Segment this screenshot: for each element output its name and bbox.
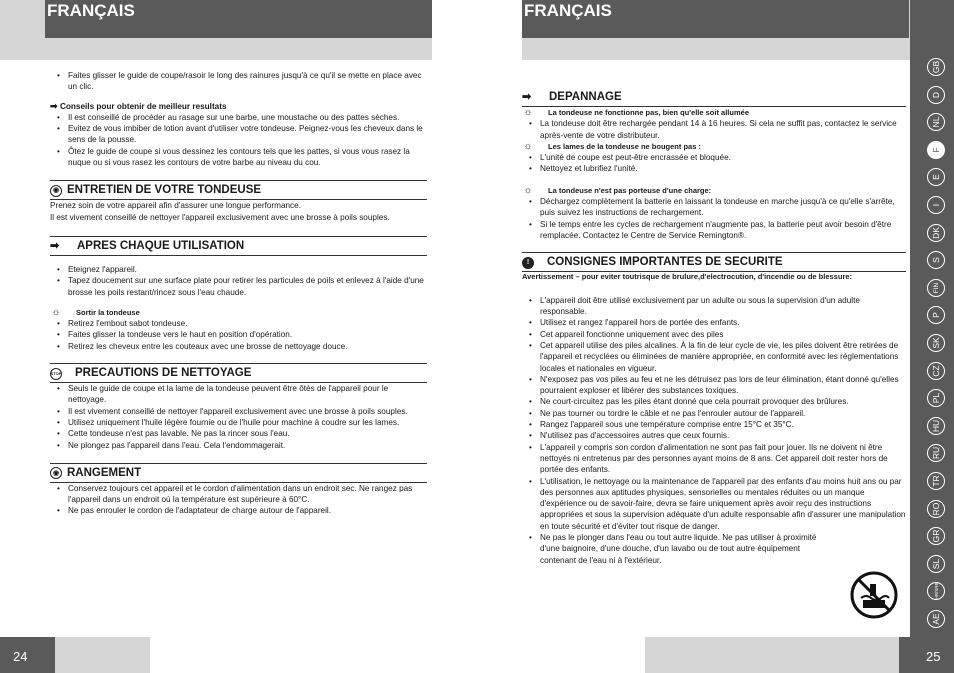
precautions-list xyxy=(50,383,427,451)
list-item: • Rangez l'appareil sous une température comprise entre 15°C et 35°C. xyxy=(522,419,906,430)
language-tab[interactable]: HU xyxy=(927,417,945,435)
eye-icon: ◉ xyxy=(50,467,62,479)
after-use-title: ➡ APRES CHAQUE UTILISATION xyxy=(50,236,427,256)
language-tab[interactable]: GB xyxy=(927,58,945,76)
right-page-number: 25 xyxy=(926,649,941,664)
precautions-title: STOP PRECAUTIONS DE NETTOYAGE xyxy=(50,363,427,383)
list-item: • L'utilisation, le nettoyage ou la maintenance de l'appareil par des enfants d'au moins huit ans ou par des personnes aux aptitudes physiques, sensorielles ou mentales réduites ou un manque d'expérience ou de savoir-faire, devra se faire uniquement après avoir reçu des instructions appropriées et sous la supervision adéquate d'un adulte responsable afin d'assurer une manipulation en toute sécurité et d'éviter tout risque de danger. xyxy=(522,476,906,532)
comb-heading: ☼ Sortir la tondeuse xyxy=(51,306,140,318)
language-tab[interactable]: CZ xyxy=(927,362,945,380)
left-header xyxy=(45,0,432,38)
issue-heading: ☼ La tondeuse n'est pas porteuse d'une charge: xyxy=(523,184,712,196)
gear-icon: ☼ xyxy=(51,306,61,318)
list-item: • Si le temps entre les cycles de rechargement n'augmente pas, la batterie peut avoir besoin d'être remplacée. Contactez le Centre de Service Remington®. xyxy=(522,219,906,242)
right-page xyxy=(522,88,906,566)
language-tab[interactable]: S xyxy=(927,251,945,269)
list-item: • Il est conseillé de procéder au rasage sur une barbe, une moustache ou des pattes sèches. xyxy=(50,112,427,123)
maintenance-text-2: Il est vivement conseillé de nettoyer l'appareil exclusivement avec une brosse à poils souples. xyxy=(50,212,390,222)
language-tab[interactable]: RU xyxy=(927,444,945,462)
comb-steps-list xyxy=(50,318,427,352)
arrow-icon: ➡ xyxy=(522,91,532,103)
list-item: • Ne court-circuitez pas les piles étant donné que cela pourrait provoquer des brûlures. xyxy=(522,396,906,407)
language-tab[interactable]: AE xyxy=(927,610,945,628)
language-tab[interactable]: PL xyxy=(927,389,945,407)
warning-icon: ! xyxy=(522,257,534,269)
language-tab[interactable]: E xyxy=(927,168,945,186)
list-item: • Utilisez et rangez l'appareil hors de portée des enfants. xyxy=(522,317,906,328)
list-item: • N'exposez pas vos piles au feu et ne les détruisez pas lors de leur élimination, étant donné qu'elles pourraient exploser et libérer des substances toxiques. xyxy=(522,374,906,397)
center-gutter xyxy=(432,0,522,60)
list-item: • L'appareil doit être utilisé exclusivement par un adulte ou sous la supervision d'un adulte responsable. xyxy=(522,295,906,318)
language-tab[interactable]: D xyxy=(927,86,945,104)
list-item: • Cet appareil utilise des piles alcalines. À la fin de leur cycle de vie, les piles doivent être retirées de l'appareil et recyclées ou éliminées de manière appropriée, en conformité avec les réglementations locales et nationales en vigueur. xyxy=(522,340,906,374)
language-tab[interactable]: SL xyxy=(927,555,945,573)
safety-list xyxy=(522,295,906,566)
right-header xyxy=(522,0,909,38)
language-tab[interactable]: SK xyxy=(927,334,945,352)
list-item: • Ne pas tourner ou tordre le câble et ne pas l'enrouler autour de l'appareil. xyxy=(522,408,906,419)
list-item: • N'utilisez pas d'accessoires autres que ceux fournis. xyxy=(522,430,906,441)
language-tab[interactable]: TR xyxy=(927,472,945,490)
list-item: • L'appareil y compris son cordon d'alimentation ne sont pas fait pour jouer. Ils ne doivent ni être nettoyés ni entretenus par des personnes ayant moins de 8 ans. Cet appareil doit rester hors de portée des enfants. xyxy=(522,442,906,476)
language-tab[interactable]: GR xyxy=(927,527,945,545)
after-use-list xyxy=(50,264,427,298)
list-item: • Faites glisser le guide de coupe/rasoir le long des rainures jusqu'à ce qu'il se mette en place avec un clic. xyxy=(50,70,427,93)
left-page-number: 24 xyxy=(13,649,28,664)
language-tab[interactable]: HR/SRB xyxy=(927,582,945,600)
language-tab[interactable]: RO xyxy=(927,500,945,518)
arrow-icon: ➡ xyxy=(50,100,58,111)
left-header-title: FRANÇAIS xyxy=(47,1,135,20)
list-item: • Cette tondeuse n'est pas lavable. Ne pas la rincer sous l'eau. xyxy=(50,428,427,439)
tips-heading: ➡ Conseils pour obtenir de meilleur resultats xyxy=(50,100,227,111)
list-item: • Utilisez uniquement l'huile légère fournie ou de l'huile pour machine à coudre sur les lames. xyxy=(50,417,427,428)
tips-list xyxy=(50,112,427,168)
intro-list xyxy=(50,70,427,93)
maintenance-title: ◉ ENTRETIEN DE VOTRE TONDEUSE xyxy=(50,180,427,200)
list-item: • Nettoyez et lubrifiez l'unité. xyxy=(522,163,906,174)
language-tab[interactable]: DK xyxy=(927,224,945,242)
list-item: • L'unité de coupe est peut-être encrassée et bloquée. xyxy=(522,152,906,163)
stop-icon: STOP xyxy=(50,368,62,380)
language-tab-active[interactable]: F xyxy=(927,141,945,159)
issue-heading: ☼ Les lames de la tondeuse ne bougent pas : xyxy=(523,140,701,152)
right-page-number-box xyxy=(899,637,954,673)
maintenance-text-1: Prenez soin de votre appareil afin d'assurer une longue performance. xyxy=(50,201,301,211)
issue-heading: ☼ La tondeuse ne fonctionne pas, bien qu'elle soit allumée xyxy=(523,107,749,118)
language-tab[interactable]: I xyxy=(927,196,945,214)
gear-icon: ☼ xyxy=(523,140,533,152)
list-item: • Déchargez complètement la batterie en laissant la tondeuse en marche jusqu'à ce qu'elle s'arrête, puis suivez les instructions de rechargement. xyxy=(522,196,906,219)
list-item: • Cet appareil fonctionne uniquement avec des piles xyxy=(522,329,906,340)
no-water-icon xyxy=(849,570,899,620)
issue-fixes-list xyxy=(522,118,906,141)
list-item: • Eteignez l'appareil. xyxy=(50,264,427,275)
storage-title: ◉ RANGEMENT xyxy=(50,463,427,483)
list-item: • Ne pas le plonger dans l'eau ou tout autre liquide. Ne pas utiliser à proximité d'une baignoire, d'une douche, d'un lavabo ou de tout autre équipement contenant de l'eau ni à l'extérieur. xyxy=(522,532,906,566)
issue-fixes-list xyxy=(522,196,906,241)
list-item: • Tapez doucement sur une surface plate pour retirer les particules de poils et enlevez à l'aide d'une brosse les poils restant/rincez sous l'eau chaude. xyxy=(50,275,427,298)
list-item: • Retirez les cheveux entre les couteaux avec une brosse de nettoyage douce. xyxy=(50,341,427,352)
list-item: • Evitez de vous imbiber de lotion avant d'utiliser votre tondeuse. Peignez-vous les cheveux dans le sens de la pousse. xyxy=(50,123,427,146)
arrow-icon: ➡ xyxy=(50,239,60,252)
language-tab[interactable]: P xyxy=(927,306,945,324)
language-tab[interactable]: FIN xyxy=(927,279,945,297)
troubleshooting-title: ➡ DEPANNAGE xyxy=(522,88,906,107)
list-item: • La tondeuse doit être rechargée pendant 14 à 16 heures. Si cela ne suffit pas, contactez le service après-vente de votre distributeur. xyxy=(522,118,906,141)
safety-warning: Avertissement – pour eviter toutrisque de brulure,d'electrocution, d'incendie ou de blessure: xyxy=(522,272,853,282)
language-sidebar xyxy=(918,58,954,637)
list-item: • Faites glisser la tondeuse vers le haut en position d'opération. xyxy=(50,329,427,340)
list-item: • Retirez l'embout sabot tondeuse. xyxy=(50,318,427,329)
list-item: • Ne plongez pas l'appareil dans l'eau. Cela l'endommagerait. xyxy=(50,440,427,451)
list-item: • Seuls le guide de coupe et la lame de la tondeuse peuvent être ôtés de l'appareil pour le nettoyage. xyxy=(50,383,427,406)
right-header-title: FRANÇAIS xyxy=(524,1,612,20)
issue-fixes-list xyxy=(522,152,906,175)
language-tab[interactable]: NL xyxy=(927,113,945,131)
left-page xyxy=(50,70,427,517)
list-item: • Il est vivement conseillé de nettoyer l'appareil exclusivement avec une brosse à poils souples. xyxy=(50,406,427,417)
eye-icon: ◉ xyxy=(50,185,62,197)
list-item: • Ne pas enrouler le cordon de l'adaptateur de charge autour de l'appareil. xyxy=(50,505,427,516)
list-item: • Ôtez le guide de coupe si vous dessinez les contours tels que les pattes, si vous vous rasez la nuque ou si vous rasez les contours de votre barbe au niveau du cou. xyxy=(50,146,427,169)
list-item: • Conservez toujours cet appareil et le cordon d'alimentation dans un endroit sec. Ne rangez pas l'appareil dans un endroit où la température est supérieure à 60°C. xyxy=(50,483,427,506)
left-page-number-box xyxy=(0,637,55,673)
bottom-strip-right xyxy=(645,637,910,673)
safety-title: ! CONSIGNES IMPORTANTES DE SECURITE xyxy=(522,252,906,272)
gear-icon: ☼ xyxy=(523,107,533,118)
storage-list xyxy=(50,483,427,517)
gear-icon: ☼ xyxy=(523,184,533,196)
